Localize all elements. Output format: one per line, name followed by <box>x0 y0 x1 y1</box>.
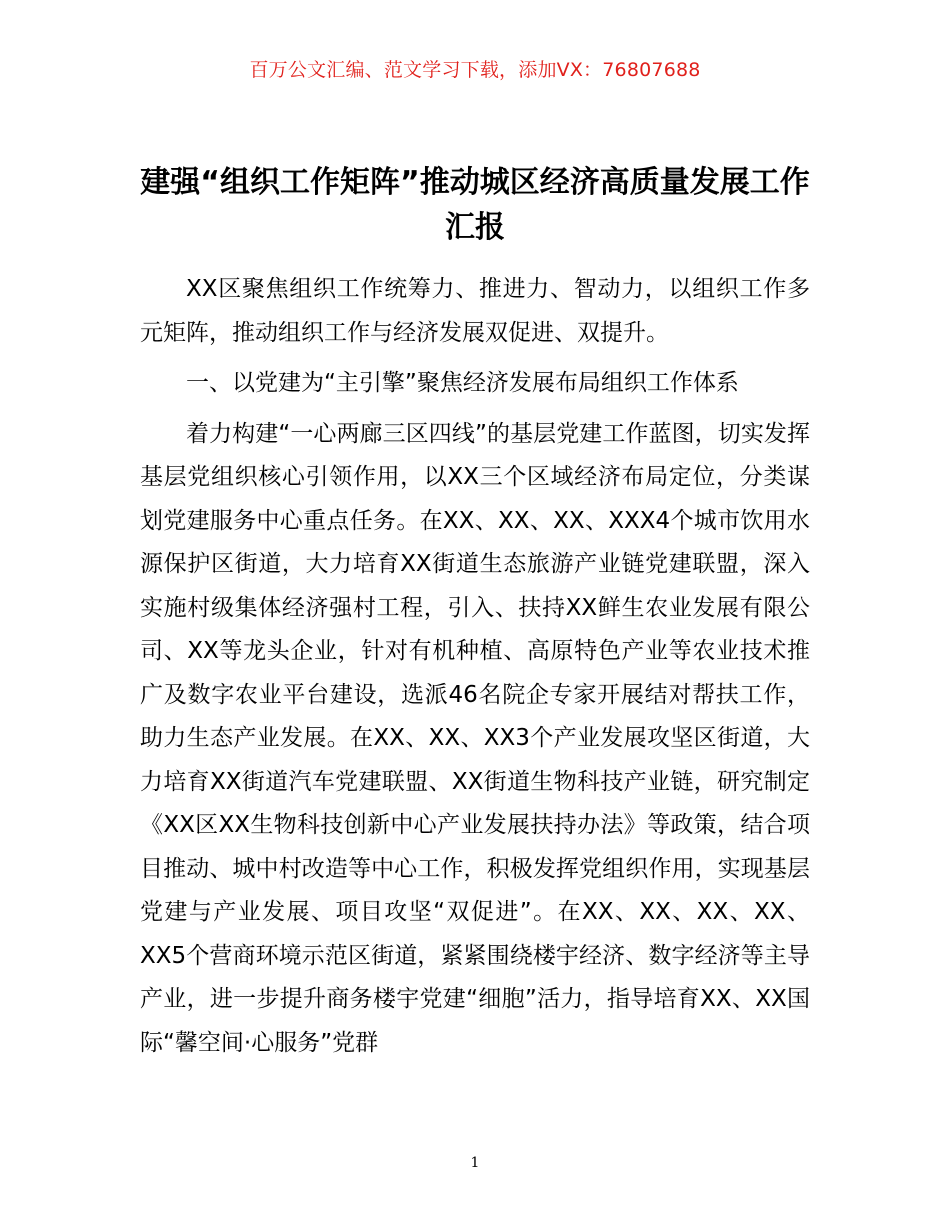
section-1-paragraph: 着力构建“一心两廊三区四线”的基层党建工作蓝图，切实发挥基层党组织核心引领作用，以XX三个区域经济布局定位，分类谋划党建服务中心重点任务。在XX、XX、XX、XXX4个城市饮用水源保护区街道，大力培育XX街道生态旅游产业链党建联盟，深入实施村级集体经济强村工程，引入、扶持XX鲜生农业发展有限公司、XX等龙头企业，针对有机种植、高原特色产业等农业技术推广及数字农业平台建设，选派46名院企专家开展结对帮扶工作，助力生态产业发展。在XX、XX、XX3个产业发展攻坚区街道，大力培育XX街道汽车党建联盟、XX街道生物科技产业链，研究制定《XX区XX生物科技创新中心产业发展扶持办法》等政策，结合项目推动、城中村改造等中心工作，积极发挥党组织作用，实现基层党建与产业发展、项目攻坚“双促进”。在XX、XX、XX、XX、XX5个营商环境示范区街道，紧紧围绕楼宇经济、数字经济等主导产业，进一步提升商务楼宇党建“细胞”活力，指导培育XX、XX国际“馨空间·心服务”党群 <box>140 420 810 1056</box>
document-body <box>140 268 810 1065</box>
section-1-heading: 一、以党建为“主引擎”聚焦经济发展布局组织工作体系 <box>186 370 739 396</box>
header-banner: 百万公文汇编、范文学习下载，添加VX：76807688 <box>249 59 701 81</box>
document-title: 建强“组织工作矩阵”推动城区经济高质量发展工作汇报 <box>140 165 810 245</box>
page-number: 1 <box>470 1155 480 1171</box>
intro-paragraph: XX区聚焦组织工作统筹力、推进力、智动力，以组织工作多元矩阵，推动组织工作与经济发展双促进、双提升。 <box>140 276 810 346</box>
